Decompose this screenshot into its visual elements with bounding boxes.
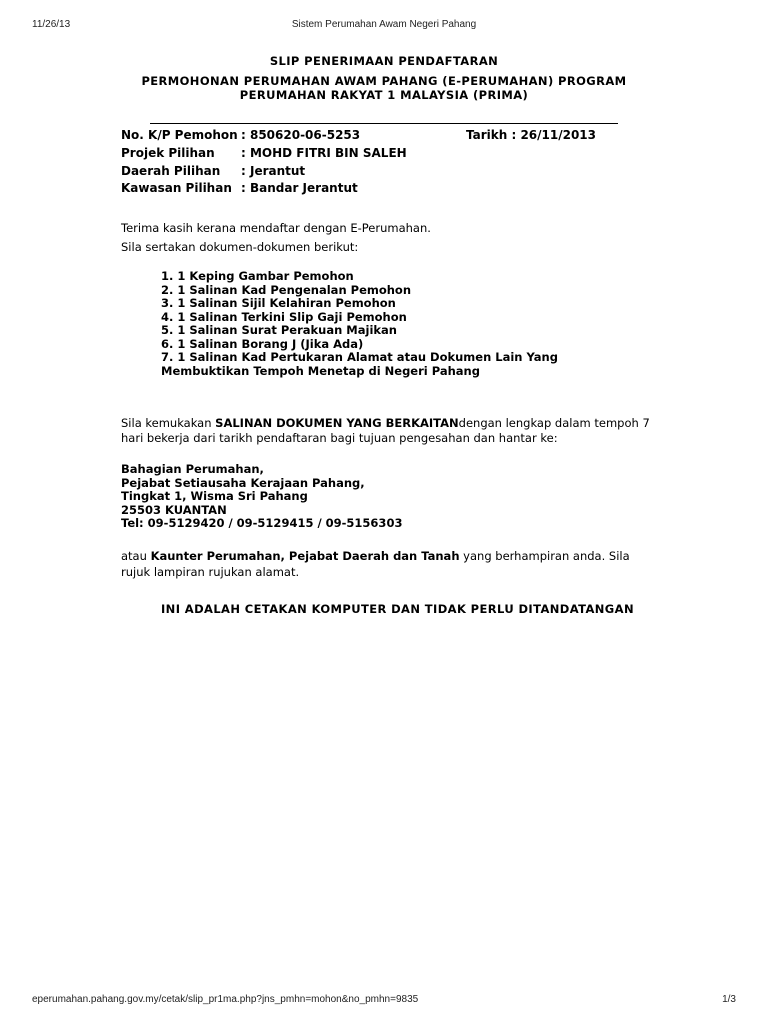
daerah-label: Daerah Pilihan bbox=[121, 164, 221, 178]
list-item: 2. 1 Salinan Kad Pengenalan Pemohon bbox=[161, 282, 412, 297]
intro-thanks: Terima kasih kerana mendaftar dengan E-Perumahan. bbox=[121, 221, 431, 235]
list-item: 1. 1 Keping Gambar Pemohon bbox=[161, 269, 354, 283]
print-url: eperumahan.pahang.gov.my/cetak/slip_pr1ma.php?jns_pmhn=mohon&no_pmhn=9835 bbox=[32, 994, 419, 1005]
projek-label: Projek Pilihan bbox=[121, 146, 215, 160]
list-item: 5. 1 Salinan Surat Perakuan Majikan bbox=[161, 323, 397, 337]
instruction-suffix: dengan lengkap dalam tempoh 7 bbox=[458, 416, 650, 430]
instruction-line-2: hari bekerja dari tarikh pendaftaran bagi tujuan pengesahan dan hantar ke: bbox=[121, 431, 558, 445]
title-divider bbox=[150, 123, 618, 124]
alternative-suffix: yang berhampiran anda. Sila bbox=[459, 549, 630, 563]
list-item: 7. 1 Salinan Kad Pertukaran Alamat atau Dokumen Lain Yang bbox=[161, 350, 558, 364]
kp-label: No. K/P Pemohon bbox=[121, 128, 238, 142]
address-line: Bahagian Perumahan, bbox=[121, 462, 264, 476]
address-phone: Tel: 09-5129420 / 09-5129415 / 09-5156303 bbox=[121, 516, 403, 530]
alternative-line-1 bbox=[121, 548, 630, 565]
address-line: Pejabat Setiausaha Kerajaan Pahang, bbox=[121, 475, 365, 490]
kp-value: : 850620-06-5253 bbox=[241, 128, 361, 142]
slip-subtitle-2: PERUMAHAN RAKYAT 1 MALAYSIA (PRIMA) bbox=[239, 88, 529, 102]
intro-attach: Sila sertakan dokumen-dokumen berikut: bbox=[121, 240, 359, 254]
computer-print-notice: INI ADALAH CETAKAN KOMPUTER DAN TIDAK PERLU DITANDATANGAN bbox=[161, 602, 634, 616]
list-item: 6. 1 Salinan Borang J (Jika Ada) bbox=[161, 336, 364, 351]
address-block bbox=[121, 463, 402, 531]
list-item: 4. 1 Salinan Terkini Slip Gaji Pemohon bbox=[161, 309, 407, 324]
list-item: Membuktikan Tempoh Menetap di Negeri Pahang bbox=[161, 363, 480, 378]
info-row-daerah bbox=[121, 164, 305, 178]
instruction-bold: SALINAN DOKUMEN YANG BERKAITAN bbox=[215, 416, 459, 430]
kawasan-label: Kawasan Pilihan bbox=[121, 181, 232, 195]
print-page-number: 1/3 bbox=[722, 994, 736, 1005]
slip-title: SLIP PENERIMAAN PENDAFTARAN bbox=[269, 54, 499, 68]
slip-subtitle-1: PERMOHONAN PERUMAHAN AWAM PAHANG (E-PERUMAHAN) PROGRAM bbox=[141, 74, 627, 88]
tarikh: Tarikh : 26/11/2013 bbox=[466, 128, 597, 142]
info-row-projek bbox=[121, 146, 407, 160]
print-page-title: Sistem Perumahan Awam Negeri Pahang bbox=[291, 19, 477, 30]
address-line: Tingkat 1, Wisma Sri Pahang bbox=[121, 489, 308, 503]
kawasan-value: : Bandar Jerantut bbox=[241, 181, 358, 195]
daerah-value: : Jerantut bbox=[241, 164, 306, 178]
alternative-bold: Kaunter Perumahan, Pejabat Daerah dan Tanah bbox=[150, 549, 460, 563]
document-list bbox=[161, 270, 558, 378]
alternative-prefix: atau bbox=[121, 549, 151, 563]
projek-value: : MOHD FITRI BIN SALEH bbox=[241, 146, 407, 160]
instruction-prefix: Sila kemukakan bbox=[121, 416, 216, 430]
list-item: 3. 1 Salinan Sijil Kelahiran Pemohon bbox=[161, 296, 396, 310]
print-date: 11/26/13 bbox=[32, 19, 71, 30]
alternative-line-2: rujuk lampiran rujukan alamat. bbox=[121, 565, 300, 579]
address-line: 25503 KUANTAN bbox=[121, 502, 227, 517]
info-row-kawasan bbox=[121, 181, 358, 195]
info-row-kp bbox=[121, 128, 360, 142]
